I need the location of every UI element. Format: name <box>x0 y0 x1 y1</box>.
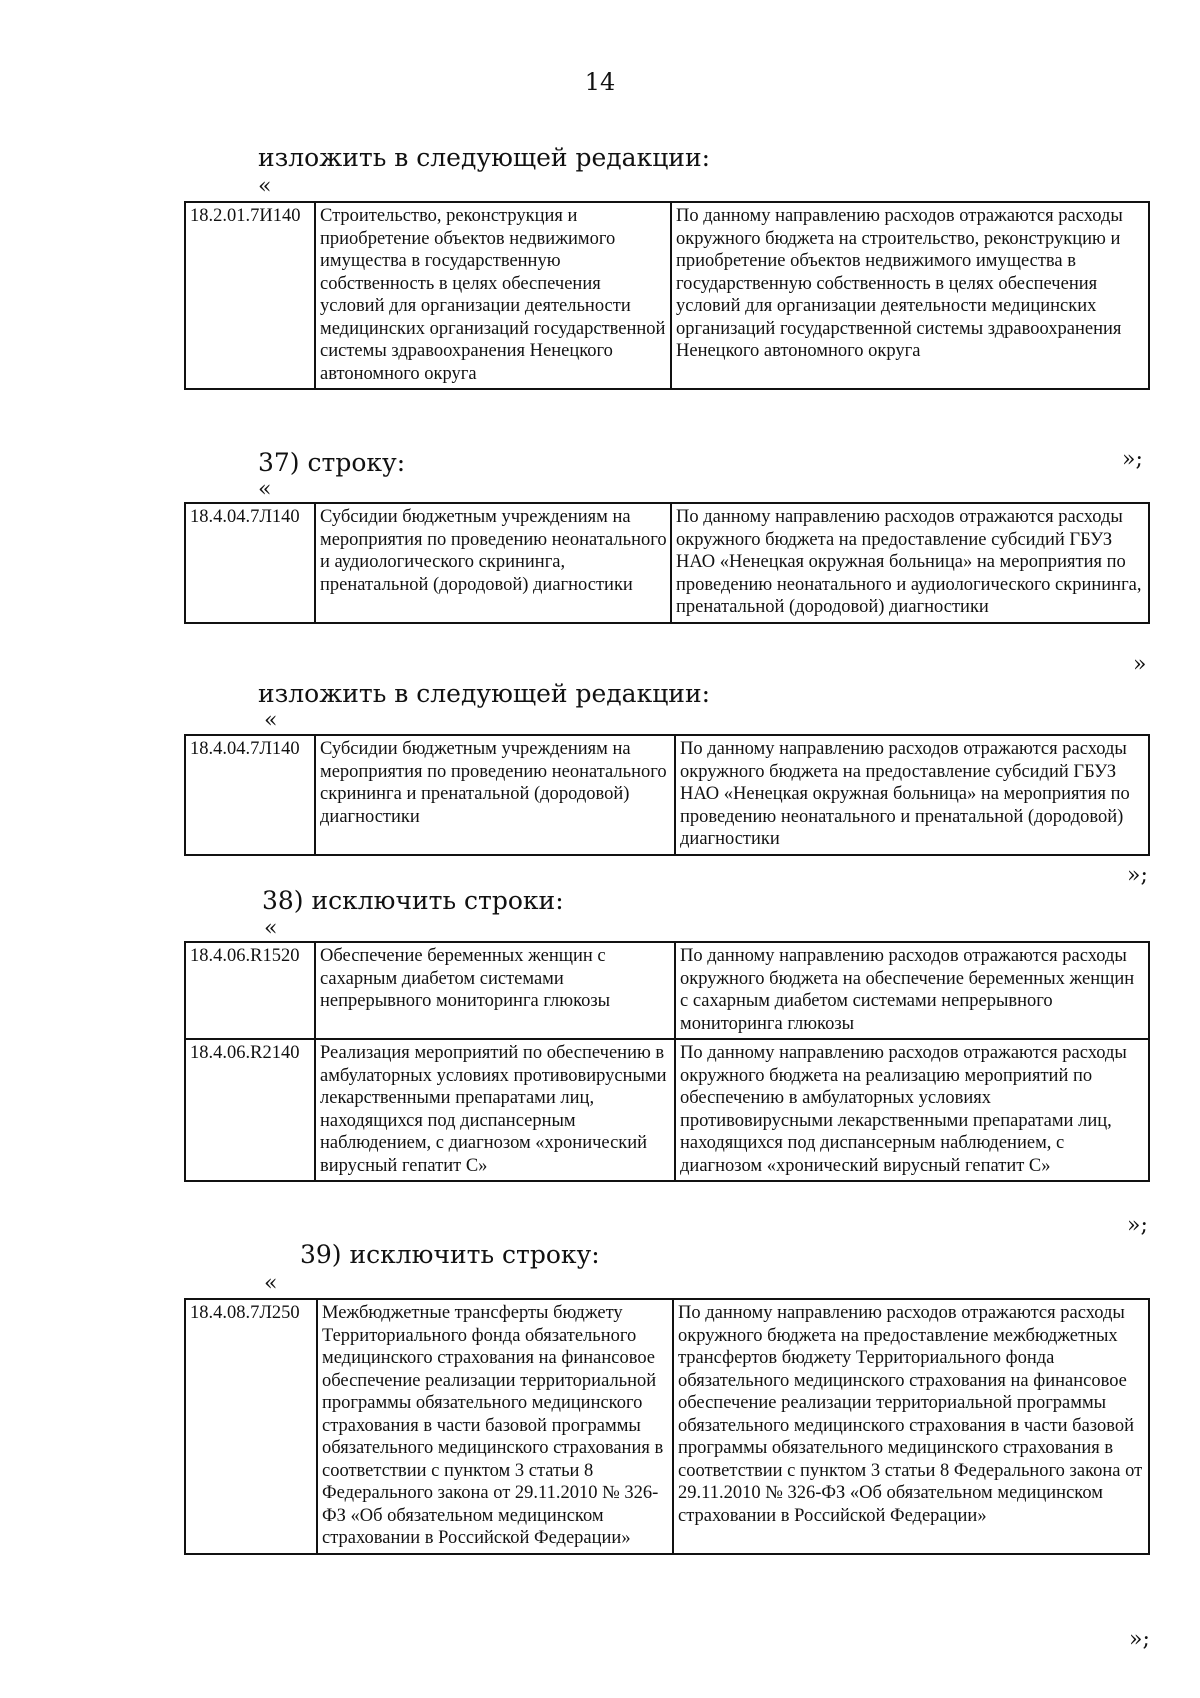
section-heading: 37) строку: <box>258 448 406 477</box>
open-quote: « <box>258 477 272 502</box>
close-quote: »; <box>1122 447 1143 472</box>
row-name: Субсидии бюджетным учреждениям на мероприятия по проведению неонатального скрининга и пренатальной (дородовой) диагностики <box>315 735 675 855</box>
table-row <box>185 942 1149 1039</box>
section-heading: 38) исключить строки: <box>262 886 564 915</box>
open-quote: « <box>264 708 278 733</box>
row-description: По данному направлению расходов отражаются расходы окружного бюджета на строительство, реконструкцию и приобретение объектов недвижимого имущества в государственную собственность в целях обеспечения условий для организации деятельности медицинских организаций государственной системы здравоохранения Ненецкого автономного округа <box>671 202 1149 389</box>
section-heading: изложить в следующей редакции: <box>258 143 711 172</box>
row-name: Обеспечение беременных женщин с сахарным диабетом системами непрерывного мониторинга глюкозы <box>315 942 675 1039</box>
table-row <box>185 503 1149 623</box>
table-row <box>185 1299 1149 1554</box>
close-quote: »; <box>1129 1627 1150 1652</box>
section-heading: 39) исключить строку: <box>300 1240 600 1269</box>
table-row <box>185 735 1149 855</box>
budget-table <box>184 941 1150 1182</box>
table-row <box>185 1039 1149 1181</box>
section-heading: изложить в следующей редакции: <box>258 679 711 708</box>
close-quote: » <box>1133 652 1147 677</box>
budget-table <box>184 1298 1150 1555</box>
open-quote: « <box>264 1271 278 1296</box>
row-description: По данному направлению расходов отражаются расходы окружного бюджета на обеспечение беременных женщин с сахарным диабетом системами непрерывного мониторинга глюкозы <box>675 942 1149 1039</box>
budget-table <box>184 201 1150 390</box>
row-code: 18.4.08.7Л250 <box>185 1299 317 1554</box>
row-name: Реализация мероприятий по обеспечению в амбулаторных условиях противовирусными лекарственными препаратами лиц, находящихся под диспансерным наблюдением, с диагнозом «хронический вирусный гепатит С» <box>315 1039 675 1181</box>
row-name: Субсидии бюджетным учреждениям на мероприятия по проведению неонатального и аудиологического скрининга, пренатальной (дородовой) диагностики <box>315 503 671 623</box>
row-code: 18.2.01.7И140 <box>185 202 315 389</box>
row-description: По данному направлению расходов отражаются расходы окружного бюджета на предоставление субсидий ГБУЗ НАО «Ненецкая окружная больница» на мероприятия по проведению неонатального и аудиологического скрининга, пренатальной (дородовой) диагностики <box>671 503 1149 623</box>
open-quote: « <box>264 916 278 941</box>
open-quote: « <box>258 174 272 199</box>
budget-table <box>184 502 1150 624</box>
row-name: Межбюджетные трансферты бюджету Территориального фонда обязательного медицинского страхования на финансовое обеспечение реализации территориальной программы обязательного медицинского страхования в части базовой программы обязательного медицинского страхования в соответствии с пунктом 3 статьи 8 Федерального закона от 29.11.2010 № 326-ФЗ «Об обязательном медицинском страховании в Российской Федерации» <box>317 1299 673 1554</box>
close-quote: »; <box>1127 1213 1148 1238</box>
row-description: По данному направлению расходов отражаются расходы окружного бюджета на предоставление субсидий ГБУЗ НАО «Ненецкая окружная больница» на мероприятия по проведению неонатального и пренатальной (дородовой) диагностики <box>675 735 1149 855</box>
row-code: 18.4.04.7Л140 <box>185 503 315 623</box>
row-name: Строительство, реконструкция и приобретение объектов недвижимого имущества в государственную собственность в целях обеспечения условий для организации деятельности медицинских организаций государственной системы здравоохранения Ненецкого автономного округа <box>315 202 671 389</box>
table-row <box>185 202 1149 389</box>
row-description: По данному направлению расходов отражаются расходы окружного бюджета на реализацию мероприятий по обеспечению в амбулаторных условиях противовирусными лекарственными препаратами лиц, находящихся под диспансерным наблюдением, с диагнозом «хронический вирусный гепатит С» <box>675 1039 1149 1181</box>
row-description: По данному направлению расходов отражаются расходы окружного бюджета на предоставление межбюджетных трансфертов бюджету Территориального фонда обязательного медицинского страхования на финансовое обеспечение реализации территориальной программы обязательного медицинского страхования в части базовой программы обязательного медицинского страхования в соответствии с пунктом 3 статьи 8 Федерального закона от 29.11.2010 № 326-ФЗ «Об обязательном медицинском страховании в Российской Федерации» <box>673 1299 1149 1554</box>
close-quote: »; <box>1127 863 1148 888</box>
page-number: 14 <box>584 68 616 96</box>
row-code: 18.4.06.R2140 <box>185 1039 315 1181</box>
budget-table <box>184 734 1150 856</box>
row-code: 18.4.04.7Л140 <box>185 735 315 855</box>
row-code: 18.4.06.R1520 <box>185 942 315 1039</box>
